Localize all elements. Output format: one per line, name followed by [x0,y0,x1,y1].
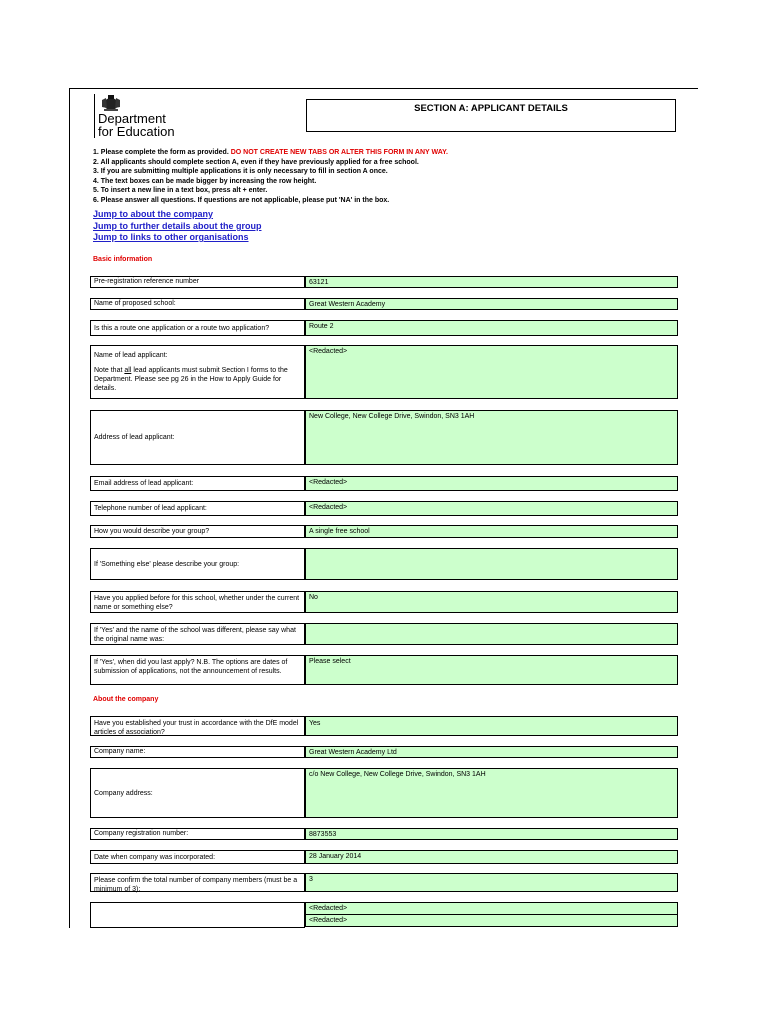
instruction-1-warning: DO NOT CREATE NEW TABS OR ALTER THIS FORM IN ANY WAY. [230,149,448,156]
phone-label: Telephone number of lead applicant: [90,501,305,516]
lead-name-note-underline: all [124,367,132,374]
instructions [93,148,448,205]
lead-name-label-text: Name of lead applicant: [94,352,168,359]
instruction-6: 6. Please answer all questions. If questions are not applicable, please put 'NA' in the box. [93,196,390,204]
company-address-label: Company address: [90,768,305,818]
original-name-value[interactable] [305,623,678,645]
email-label: Email address of lead applicant: [90,476,305,491]
applied-before-value[interactable]: No [305,591,678,613]
members-list-label [90,902,305,928]
school-name-value[interactable]: Great Western Academy [305,298,678,310]
member-2-value[interactable]: <Redacted> [305,914,678,927]
company-address-value[interactable]: c/o New College, New College Drive, Swindon, SN3 1AH [305,768,678,818]
last-apply-label: If 'Yes', when did you last apply? N.B. The options are dates of submission of applications, not the announcement of results. [90,655,305,685]
link-group-details[interactable]: Jump to further details about the group [93,221,262,231]
link-other-organisations[interactable]: Jump to links to other organisations [93,232,249,242]
member-1-value[interactable]: <Redacted> [305,902,678,915]
lead-name-label [90,345,305,399]
members-label: Please confirm the total number of company members (must be a minimum of 3): [90,873,305,892]
trust-value[interactable]: Yes [305,716,678,736]
group-label: How you would describe your group? [90,525,305,538]
instruction-1 [93,148,448,158]
dfe-logo [94,94,214,140]
heading-about-company: About the company [93,696,159,703]
incorporated-label: Date when company was incorporated: [90,850,305,864]
members-value[interactable]: 3 [305,873,678,892]
lead-name-note-pre: Note that [94,367,125,374]
something-else-value[interactable] [305,548,678,580]
logo-line-education: for Education [98,124,175,139]
lead-name-value[interactable]: <Redacted> [305,345,678,399]
instruction-5: 5. To insert a new line in a text box, press alt + enter. [93,187,268,194]
link-about-company[interactable]: Jump to about the company [93,209,214,219]
company-name-label: Company name: [90,746,305,758]
last-apply-select[interactable]: Please select [305,655,678,685]
prereg-label: Pre-registration reference number [90,276,305,288]
lead-name-note-post: lead applicants must submit Section I forms to the Department. Please see pg 26 in the How to Apply Guide for details. [94,367,288,392]
trust-label: Have you established your trust in accordance with the DfE model articles of association? [90,716,305,736]
royal-crest-icon [98,94,124,112]
instruction-1-text: 1. Please complete the form as provided. [93,149,231,156]
lead-address-label: Address of lead applicant: [90,410,305,465]
route-label: Is this a route one application or a route two application? [90,320,305,336]
school-name-label: Name of proposed school: [90,298,305,310]
lead-name-note [94,366,301,393]
instruction-4: 4. The text boxes can be made bigger by increasing the row height. [93,177,317,185]
group-value[interactable]: A single free school [305,525,678,538]
instruction-3: 3. If you are submitting multiple applications it is only necessary to fill in section A once. [93,168,388,175]
heading-basic-information: Basic information [93,256,153,263]
reg-number-value[interactable]: 8873553 [305,828,678,840]
section-title: SECTION A: APPLICANT DETAILS [306,99,676,132]
something-else-label: If 'Something else' please describe your group: [90,548,305,580]
incorporated-value[interactable]: 28 January 2014 [305,850,678,864]
form-top-border [69,88,698,89]
original-name-label: If 'Yes' and the name of the school was different, please say what the original name was: [90,623,305,645]
route-value[interactable]: Route 2 [305,320,678,336]
logo-divider [94,94,95,138]
instruction-2: 2. All applicants should complete section A, even if they have previously applied for a free school. [93,158,419,166]
lead-address-value[interactable]: New College, New College Drive, Swindon, SN3 1AH [305,410,678,465]
form-left-border [69,88,70,928]
applied-before-label: Have you applied before for this school, whether under the current name or something else? [90,591,305,613]
reg-number-label: Company registration number: [90,828,305,840]
email-value[interactable]: <Redacted> [305,476,678,491]
company-name-value[interactable]: Great Western Academy Ltd [305,746,678,758]
logo-line-department: Department [98,111,166,126]
phone-value[interactable]: <Redacted> [305,501,678,516]
prereg-value[interactable]: 63121 [305,276,678,288]
